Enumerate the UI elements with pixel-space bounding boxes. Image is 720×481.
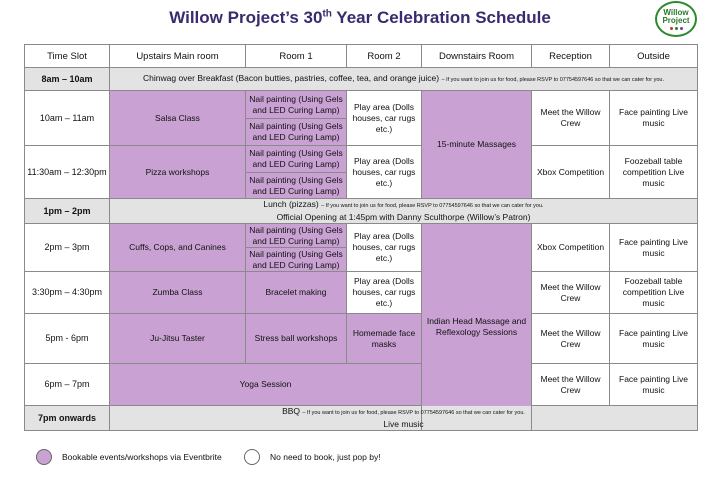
event-room2: Play area (Dolls houses, car rugs etc.) [347, 224, 422, 272]
event-room1: Nail painting (Using Gels and LED Curing Lamp) [246, 224, 347, 248]
table-row [25, 406, 698, 431]
header-outside: Outside [610, 45, 698, 68]
table-row [25, 199, 698, 224]
time-slot: 1pm – 2pm [25, 199, 110, 224]
lunch-text: Lunch (pizzas) [263, 199, 319, 209]
willow-project-logo [655, 1, 697, 37]
event-room1: Nail painting (Using Gels and LED Curing Lamp) [246, 91, 347, 119]
legend-bookable-label: Bookable events/workshops via Eventbrite [62, 452, 222, 462]
header-upstairs: Upstairs Main room [110, 45, 246, 68]
event-upstairs: Salsa Class [110, 91, 246, 146]
event-room1: Nail painting (Using Gels and LED Curing Lamp) [246, 173, 347, 199]
table-row [25, 272, 698, 314]
event-outside: Foozeball table competition Live music [610, 146, 698, 199]
time-slot: 2pm – 3pm [25, 224, 110, 272]
event-upstairs: Cuffs, Cops, and Canines [110, 224, 246, 272]
header-time-slot: Time Slot [25, 45, 110, 68]
header-reception: Reception [532, 45, 610, 68]
event-room2: Play area (Dolls houses, car rugs etc.) [347, 272, 422, 314]
event-reception: Meet the Willow Crew [532, 314, 610, 364]
time-slot: 11:30am – 12:30pm [25, 146, 110, 199]
bookable-swatch-icon [36, 449, 52, 465]
table-row [25, 91, 698, 119]
time-slot: 10am – 11am [25, 91, 110, 146]
table-row [25, 364, 698, 406]
event-outside: Foozeball table competition Live music [610, 272, 698, 314]
event-reception: Meet the Willow Crew [532, 364, 610, 406]
title-rest: Year Celebration Schedule [331, 8, 551, 27]
no-book-swatch-icon [244, 449, 260, 465]
event-room1: Bracelet making [246, 272, 347, 314]
bbq-text: BBQ [282, 406, 301, 416]
time-slot: 7pm onwards [25, 406, 110, 431]
event-downstairs: 15-minute Massages [422, 91, 532, 199]
event-room1: Stress ball workshops [246, 314, 347, 364]
event-upstairs: Pizza workshops [110, 146, 246, 199]
table-row [25, 224, 698, 248]
event-upstairs: Zumba Class [110, 272, 246, 314]
event-room1: Nail painting (Using Gels and LED Curing Lamp) [246, 248, 347, 272]
rsvp-note: – If you want to join us for food, please RSVP to 07754597646 so that we can cater for you. [302, 410, 525, 416]
page-title [0, 8, 720, 28]
time-slot: 3:30pm – 4:30pm [25, 272, 110, 314]
legend-bookable [36, 449, 222, 465]
event-reception: Xbox Competition [532, 146, 610, 199]
legend-no-book-label: No need to book, just pop by! [270, 452, 381, 462]
breakfast-cell [110, 68, 698, 91]
schedule-table [24, 44, 698, 431]
bbq-cell [110, 406, 698, 431]
logo-dots [670, 27, 683, 30]
event-room2: Play area (Dolls houses, car rugs etc.) [347, 146, 422, 199]
event-upstairs-rooms: Yoga Session [110, 364, 422, 406]
legend-no-book [244, 449, 381, 465]
time-slot: 5pm - 6pm [25, 314, 110, 364]
breakfast-text: Chinwag over Breakfast (Bacon butties, pastries, coffee, tea, and orange juice) [143, 72, 440, 83]
lunch-cell [110, 199, 698, 224]
time-slot: 6pm – 7pm [25, 364, 110, 406]
event-outside: Face painting Live music [610, 91, 698, 146]
logo-dot [675, 27, 678, 30]
table-row [25, 68, 698, 91]
event-room1: Nail painting (Using Gels and LED Curing Lamp) [246, 146, 347, 173]
official-opening: Official Opening at 1:45pm with Danny Sculthorpe (Willow’s Patron) [276, 212, 531, 222]
logo-dot [680, 27, 683, 30]
logo-dot [670, 27, 673, 30]
event-reception: Meet the Willow Crew [532, 272, 610, 314]
title-superscript: th [322, 8, 332, 20]
rsvp-note: – If you want to join us for food, please RSVP to 07754597646 so that we can cater for you. [441, 76, 664, 83]
event-room1: Nail painting (Using Gels and LED Curing Lamp) [246, 119, 347, 146]
title-text: Willow Project’s 30 [169, 8, 323, 27]
logo-line1: Willow [663, 7, 689, 17]
event-outside: Face painting Live music [610, 224, 698, 272]
event-downstairs: Indian Head Massage and Reflexology Sessions [422, 224, 532, 431]
event-outside: Face painting Live music [610, 364, 698, 406]
event-upstairs: Ju-Jitsu Taster [110, 314, 246, 364]
event-outside: Face painting Live music [610, 314, 698, 364]
table-row [25, 146, 698, 173]
header-row [25, 45, 698, 68]
header-room2: Room 2 [347, 45, 422, 68]
rsvp-note: – If you want to join us for food, please RSVP to 07754597646 so that we can cater for you. [321, 203, 544, 209]
time-slot: 8am – 10am [25, 68, 110, 91]
header-room1: Room 1 [246, 45, 347, 68]
event-room2: Play area (Dolls houses, car rugs etc.) [347, 91, 422, 146]
logo-line2: Project [662, 15, 690, 25]
event-room2: Homemade face masks [347, 314, 422, 364]
header-downstairs: Downstairs Room [422, 45, 532, 68]
event-reception: Meet the Willow Crew [532, 91, 610, 146]
table-row [25, 314, 698, 364]
bbq-live-music: Live music [383, 419, 424, 429]
event-reception: Xbox Competition [532, 224, 610, 272]
